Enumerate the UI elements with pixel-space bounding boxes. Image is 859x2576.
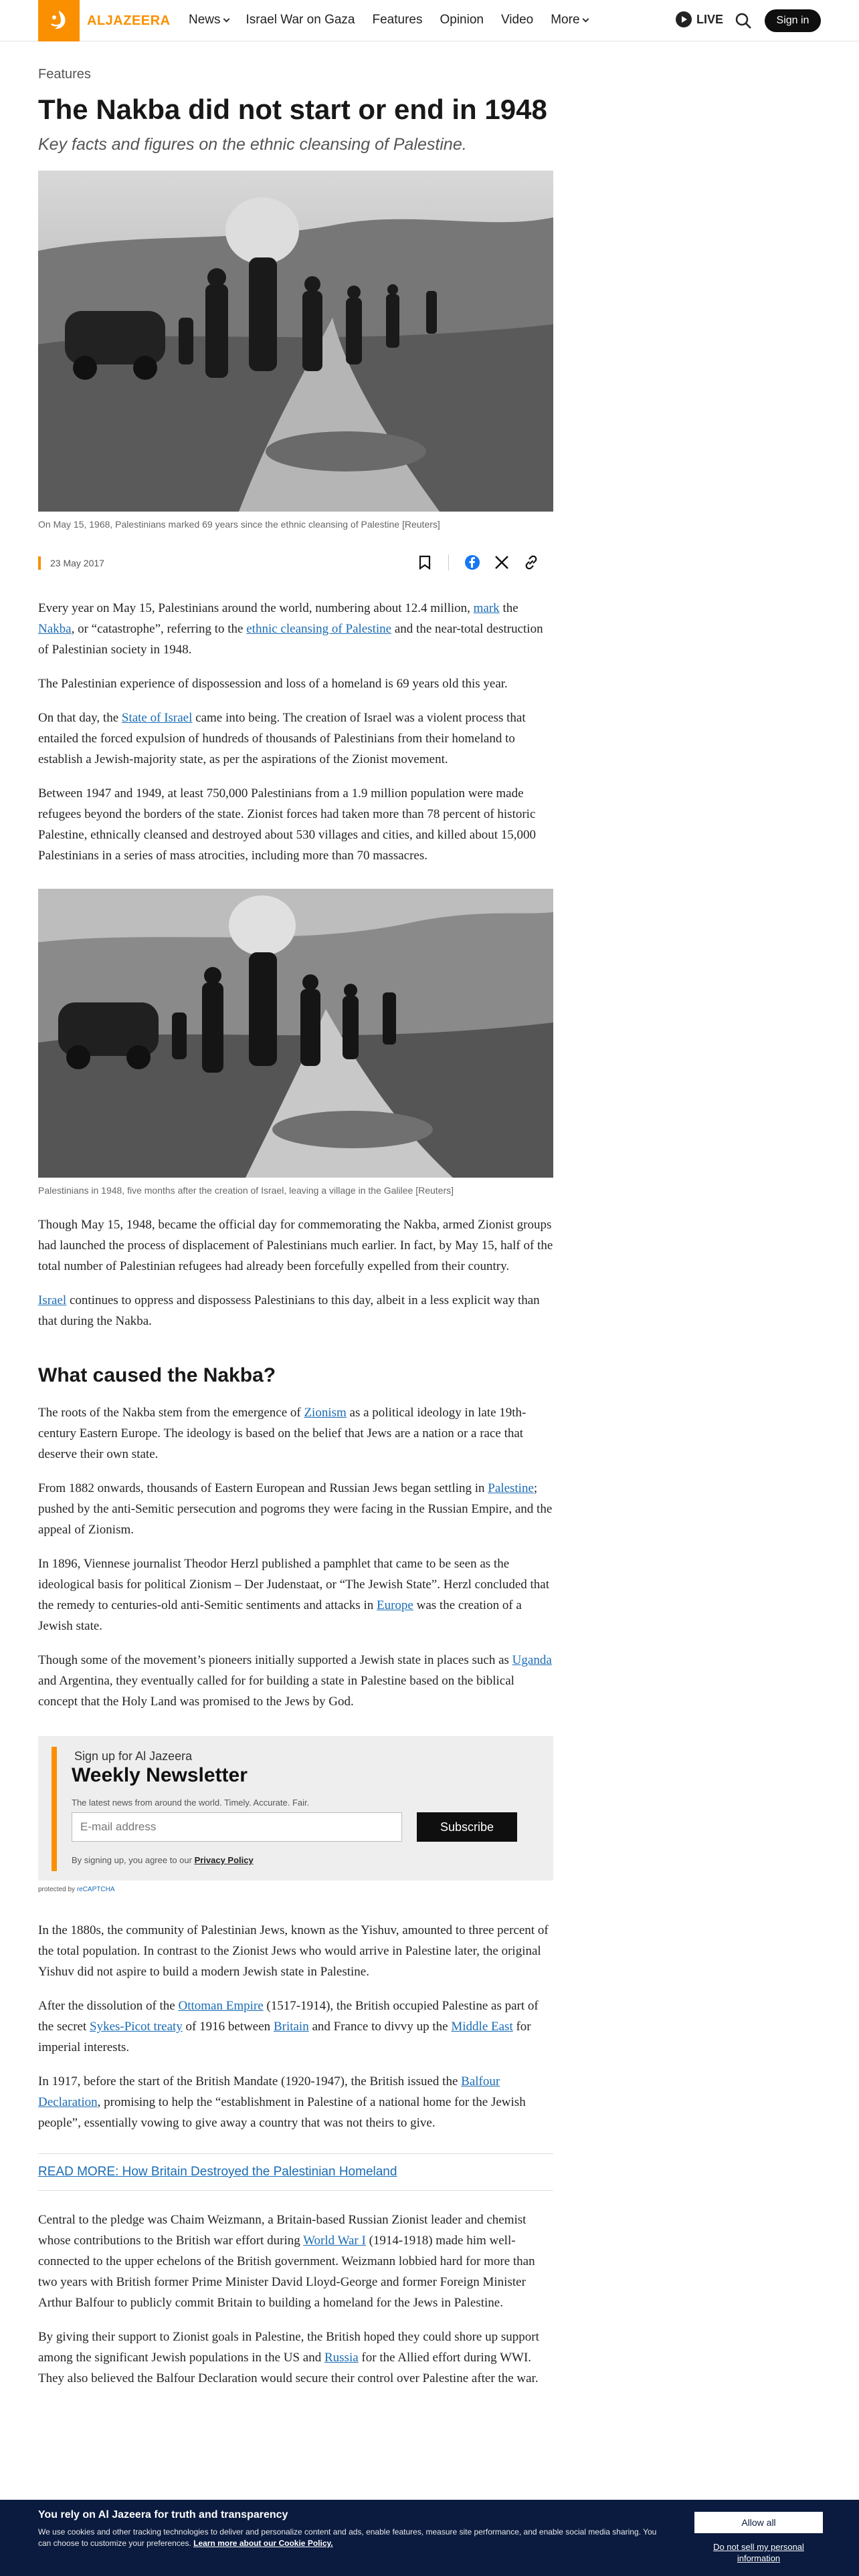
hero-photo — [38, 171, 553, 512]
link-uganda[interactable]: Uganda — [512, 1653, 552, 1667]
paragraph: In 1896, Viennese journalist Theodor Herzl published a pamphlet that came to be seen as the ideological basis for political Zionism – Der Judenstaat, or “The Jewish State”. Herzl concluded that the remedy to centuries-old anti-Semitic sentiments and attacks in Europe was the creation of a Jewish state. — [38, 1557, 549, 1633]
bookmark-icon[interactable] — [416, 554, 434, 571]
newsletter-title: Weekly Newsletter — [72, 1764, 248, 1786]
nav-features[interactable] — [372, 13, 422, 27]
section-heading: What caused the Nakba? — [38, 1364, 276, 1386]
chevron-down-icon — [223, 15, 229, 22]
logo-text[interactable]: ALJAZEERA — [87, 13, 171, 28]
paragraph: Between 1947 and 1949, at least 750,000 Palestinians from a 1.9 million population were made refugees beyond the borders of the state. Zionist forces had taken more than 78 percent of historic Palestine, ethnically cleansed and destroyed about 530 villages and cities, and killed about 15,000 Palestinians in a series of mass atrocities, including more than 70 massacres. — [38, 786, 536, 863]
newsletter-signup — [38, 1736, 553, 1881]
live-button[interactable] — [676, 11, 723, 27]
link-mark[interactable]: mark — [473, 601, 500, 615]
link-icon[interactable] — [522, 554, 540, 571]
link-sykes-picot[interactable]: Sykes-Picot treaty — [90, 2020, 183, 2034]
link-ottoman-empire[interactable]: Ottoman Empire — [178, 1999, 264, 2013]
paragraph: In the 1880s, the community of Palestinian Jews, known as the Yishuv, amounted to three percent of the total population. In contrast to the Zionist Jews who would arrive in Palestine later, the original Yishuv did not aspire to build a modern Jewish state in Palestine. — [38, 1923, 549, 1979]
link-israel[interactable]: Israel — [38, 1293, 67, 1307]
main-nav — [189, 13, 588, 27]
recaptcha-note: protected by reCAPTCHA — [38, 1886, 115, 1893]
paragraph: In 1917, before the start of the British Mandate (1920-1947), the British issued the Balfour Declaration, promising to help the “establishment in Palestine of a national home for the Jewish people”, essentially vowing to give away a country that was not theirs to give. — [38, 2074, 526, 2130]
logo-mark-icon — [46, 8, 72, 33]
cookie-policy-link[interactable]: Learn more about our Cookie Policy. — [193, 2539, 333, 2548]
nav-gaza-label: Israel War on Gaza — [246, 13, 355, 27]
cookie-title: You rely on Al Jazeera for truth and transparency — [38, 2509, 288, 2520]
paragraph: By giving their support to Zionist goals in Palestine, the British hoped they could shore up support among the significant Jewish populations in the US and Russia for the Allied effort during WWI. They also believed the Balfour Declaration would secure their control over Palestine after the war. — [38, 2330, 539, 2385]
search-icon[interactable] — [734, 11, 753, 30]
link-europe[interactable]: Europe — [377, 1598, 413, 1612]
read-more-link[interactable]: READ MORE: How Britain Destroyed the Palestinian Homeland — [38, 2165, 397, 2179]
x-icon[interactable] — [493, 554, 510, 571]
paragraph: Though some of the movement’s pioneers initially supported a Jewish state in places such as Uganda and Argentina, they eventually called for for building a state in Palestine based on the biblical concept that the Holy Land was promised to the Jews by God. — [38, 1653, 552, 1709]
paragraph: Every year on May 15, Palestinians around the world, numbering about 12.4 million, mark the Nakba, or “catastrophe”, referring to the ethnic cleansing of Palestine and the near-total destruction of Palestinian society in 1948. — [38, 601, 543, 657]
site-header — [0, 0, 859, 41]
newsletter-description: The latest news from around the world. Timely. Accurate. Fair. — [72, 1798, 310, 1808]
nav-video[interactable] — [501, 13, 533, 27]
inline-photo — [38, 889, 553, 1178]
link-state-of-israel[interactable]: State of Israel — [121, 711, 193, 725]
share-actions — [416, 554, 540, 571]
link-zionism[interactable]: Zionism — [304, 1406, 347, 1420]
privacy-policy-link[interactable]: Privacy Policy — [194, 1855, 254, 1865]
nav-more-label: More — [551, 13, 580, 27]
accent-bar — [52, 1747, 57, 1871]
subscribe-button[interactable]: Subscribe — [417, 1812, 517, 1842]
nav-news-label: News — [189, 13, 221, 27]
read-more — [38, 2153, 553, 2191]
article-body — [38, 598, 553, 2389]
recaptcha-link[interactable]: reCAPTCHA — [76, 1886, 115, 1893]
nav-israel-war-on-gaza[interactable] — [246, 13, 355, 27]
link-russia[interactable]: Russia — [324, 2351, 359, 2365]
paragraph: The Palestinian experience of dispossession and loss of a homeland is 69 years old this year. — [38, 677, 508, 691]
link-palestine[interactable]: Palestine — [488, 1481, 534, 1495]
nav-opinion-label: Opinion — [440, 13, 484, 27]
link-ethnic-cleansing[interactable]: ethnic cleansing of Palestine — [246, 622, 392, 636]
cookie-text: We use cookies and other tracking technologies to deliver and personalize content and ads, enable features, measure site performance, and enable social media sharing. You can choose to customize your preferences. Learn more about our Cookie Policy. — [38, 2527, 657, 2548]
publish-date: 23 May 2017 — [38, 556, 104, 570]
link-balfour-declaration[interactable]: Balfour Declaration — [38, 2074, 500, 2109]
paragraph: Central to the pledge was Chaim Weizmann, a Britain-based Russian Zionist leader and chemist whose contributions to the British war effort during World War I (1914-1918) made him well-connected to the upper echelons of the British government. Weizmann lobbied hard for more than two years with British former Prime Minister David Lloyd-George and former Foreign Minister Arthur Balfour to publicly commit Britain to building a homeland for the Jews in Palestine. — [38, 2213, 535, 2310]
nav-video-label: Video — [500, 13, 534, 27]
article-meta — [38, 548, 553, 580]
article-title: The Nakba did not start or end in 1948 — [38, 94, 547, 125]
link-middle-east[interactable]: Middle East — [451, 2020, 513, 2034]
inline-caption: Palestinians in 1948, five months after the creation of Israel, leaving a village in the Galilee [Reuters] — [38, 1185, 454, 1196]
paragraph: The roots of the Nakba stem from the emergence of Zionism as a political ideology in late 19th-century Eastern Europe. The ideology is based on the belief that Jews are a nation or a race that deserve their own state. — [38, 1406, 527, 1461]
newsletter-kicker: Sign up for Al Jazeera — [74, 1749, 193, 1763]
nav-opinion[interactable] — [440, 13, 484, 27]
paragraph: After the dissolution of the Ottoman Empire (1517-1914), the British occupied Palestine as part of the secret Sykes-Picot treaty of 1916 between Britain and France to divvy up the Middle East for imperial interests. — [38, 1999, 539, 2054]
paragraph: On that day, the State of Israel came into being. The creation of Israel was a violent process that entailed the forced expulsion of hundreds of thousands of Palestinians from their homeland to establish a Jewish-majority state, as per the aspirations of the Zionist movement. — [38, 711, 526, 766]
allow-all-button[interactable]: Allow all — [694, 2512, 823, 2533]
live-label: LIVE — [696, 12, 724, 26]
article — [38, 67, 553, 2389]
paragraph: From 1882 onwards, thousands of Eastern European and Russian Jews began settling in Palestine; pushed by the anti-Semitic persecution and pogroms they were facing in the Russian Empire, and the appeal of Zionism. — [38, 1481, 553, 1537]
chevron-down-icon — [582, 15, 589, 22]
nav-more[interactable] — [551, 13, 587, 27]
cookie-banner — [0, 2500, 859, 2576]
play-icon — [676, 11, 692, 27]
link-nakba[interactable]: Nakba — [38, 622, 72, 636]
article-subtitle: Key facts and figures on the ethnic cleansing of Palestine. — [38, 135, 467, 154]
divider — [448, 554, 449, 570]
section-kicker[interactable]: Features — [38, 67, 91, 82]
logo-mark[interactable] — [38, 0, 80, 41]
newsletter-note: By signing up, you agree to our Privacy Policy — [72, 1855, 254, 1865]
facebook-icon[interactable] — [464, 554, 481, 571]
paragraph: Though May 15, 1948, became the official day for commemorating the Nakba, armed Zionist groups had launched the process of displacement of Palestinians much earlier. In fact, by May 15, half of the total number of Palestinian refugees had already been forcefully expelled from their country. — [38, 1218, 553, 1273]
sign-in-button[interactable]: Sign in — [765, 9, 821, 32]
nav-news[interactable] — [189, 13, 229, 27]
hero-figure — [38, 171, 553, 531]
paragraph: Israel continues to oppress and dispossess Palestinians to this day, albeit in a less explicit way than that during the Nakba. — [38, 1293, 540, 1328]
nav-features-label: Features — [372, 13, 423, 27]
link-world-war-i[interactable]: World War I — [303, 2234, 366, 2248]
hero-caption: On May 15, 1968, Palestinians marked 69 years since the ethnic cleansing of Palestine [Reuters] — [38, 519, 440, 530]
inline-figure — [38, 889, 553, 1197]
link-britain[interactable]: Britain — [273, 2020, 309, 2034]
do-not-sell-link[interactable]: Do not sell my personal information — [713, 2542, 804, 2563]
email-field[interactable] — [72, 1812, 402, 1842]
